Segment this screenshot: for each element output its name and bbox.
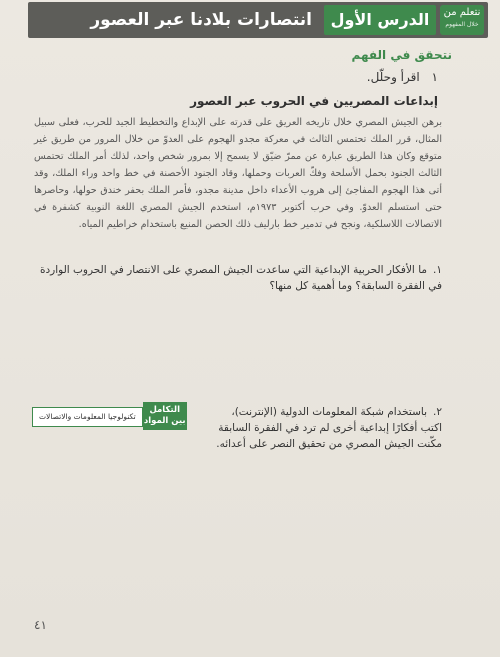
question-heading [367,70,438,84]
learn-badge-main: نتعلم من [443,7,481,18]
question-label: اقرأ وحلّل. [366,70,420,84]
learn-badge-sub: خلال المفهوم [445,21,479,28]
page-number: ٤١ [34,618,47,632]
integration-subject: تكنولوجيا المعلومات والاتصالات [32,407,143,427]
question-2-number: ٢. [433,406,442,418]
question-2 [212,404,442,452]
lesson-title: انتصارات بلادنا عبر العصور [90,10,312,30]
integration-tag: التكامل بين المواد [143,402,187,430]
integration-box [32,402,187,430]
question-number: ١ [431,70,438,84]
question-2-text: باستخدام شبكة المعلومات الدولية (الإنترنت)، اكتب أفكارًا إبداعية أخرى لم ترد في الفقرة السابقة مكّنت الجيش المصري من تحقيق النصر على أعدائه. [216,406,442,450]
question-1 [32,262,442,294]
question-1-number: ١. [433,264,442,276]
section-title: نتحقق في الفهم [351,48,452,62]
passage-title: إبداعات المصريين في الحروب عبر العصور [190,94,438,108]
learn-badge [440,5,484,35]
lesson-header [28,2,488,38]
question-1-text: ما الأفكار الحربية الإبداعية التي ساعدت الجيش المصري على الانتصار في الحروب الواردة في الفقرة السابقة؟ وما أهمية كل منها؟ [39,264,442,292]
lesson-label: الدرس الأول [324,5,436,35]
passage-text: برهن الجيش المصري خلال تاريخه العريق على قدرته على الإبداع والتخطيط الجيد للحرب، فعلى سبيل المثال، قرر الملك تحتمس الثالث في معركة مجدو الهجوم على العدوّ من خلال المرور من طريق غير متوقع وكان هذا الطريق عبارة عن ممرّ ضيّق لا يسمح إلا بمرور شخص واحد، لذلك أمر الملك تحتمس الثالث الجنود بحمل الأسلحة وفكّ العربات وحملها، وقاد الجنود الأحصنة في خط واحد وراء الملك، وقد أتى هذا الهجوم المفاجئ إلى هروب الأعداء داخل مدينة مجدو، فأمر الملك بحفر خندق حولها، وحاصرها حتى استسلم العدوّ. وفي حرب أكتوبر ١٩٧٣م، استخدم الجيش المصري اللغة النوبية كشفرة في الاتصالات اللاسلكية، ونجح في تدمير خط بارليف ذلك الحصن المنيع باستخدام خراطيم المياه. [34,117,442,230]
answer-space[interactable] [40,294,460,394]
